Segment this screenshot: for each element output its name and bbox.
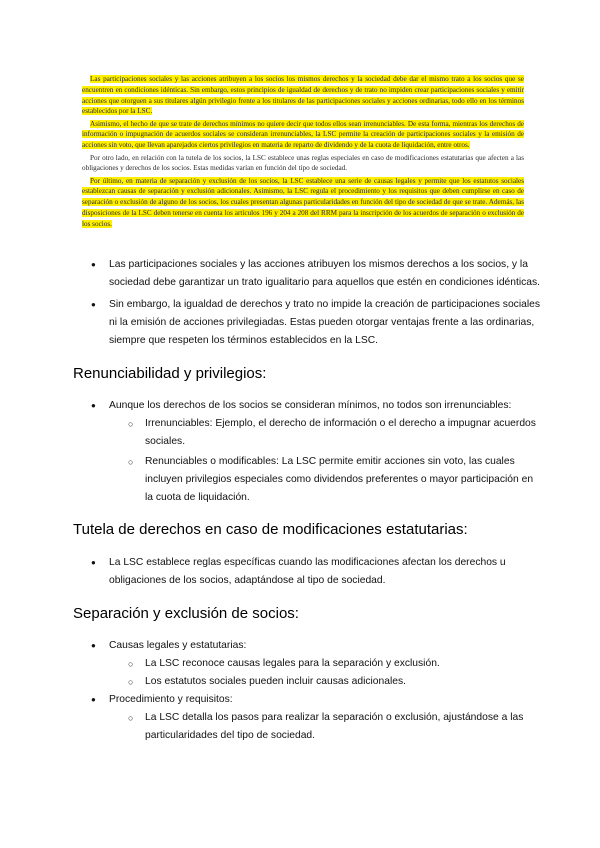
list-item [73, 637, 543, 655]
scan-paragraph [82, 74, 524, 117]
sub-bullet-icon: ○ [128, 419, 134, 429]
scan-paragraph [82, 153, 524, 175]
section2-list [73, 554, 543, 590]
sub-list-item [73, 673, 543, 691]
sub-list-item [73, 709, 543, 745]
notes-content [73, 256, 543, 745]
bullet-icon: ● [91, 641, 96, 650]
highlighted-text: Por último, en materia de separación y exclusión de los socios, la LSC establece una serie de causas legales y permite que los estatutos sociales establezcan causas de separación y exclusión adicionales. Asimismo, la LSC regula el procedimiento y los requisitos que deben cumplirse en caso de separación o exclusión de alguno de los socios, los cuales presentan algunas particularidades en función del tipo de sociedad de que se trate. Además, las disposiciones de la LSC deben tenerse en cuenta los artículos 196 y 204 a 208 del RRM para la inscripción de los acuerdos de separación o exclusión de los socios. [82, 176, 524, 228]
list-item-text: Las participaciones sociales y las acciones atribuyen los mismos derechos a los socios, y la sociedad debe garantizar un trato igualitario para aquellos que estén en condiciones idénticas. [109, 259, 541, 288]
sub-list-item [73, 415, 543, 451]
list-item-text: Procedimiento y requisitos: [109, 694, 233, 705]
bullet-icon: ● [91, 695, 96, 704]
list-item [73, 397, 543, 415]
sub-bullet-icon: ○ [128, 659, 134, 669]
list-item [73, 296, 543, 350]
list-item [73, 256, 543, 292]
bullet-icon: ● [91, 558, 96, 567]
list-item-text: Los estatutos sociales pueden incluir causas adicionales. [145, 676, 407, 687]
section-heading: Renunciabilidad y privilegios: [73, 365, 267, 382]
highlighted-text: Asimismo, el hecho de que se trate de derechos mínimos no quiere decir que todos ellos sean irrenunciables. De esta forma, mientras los derechos de información o impugnación de acuerdos sociales se consideran irrenunciables, la LSC permite la creación de participaciones sociales y la emisión de acciones sin voto, que llevan aparejados ciertos privilegios en materia de reparto de dividendo y de la cuota de liquidación, entre otros. [82, 119, 524, 150]
list-item [73, 554, 543, 590]
scan-paragraph [82, 119, 524, 151]
list-item-text: Causas legales y estatutarias: [109, 640, 247, 651]
bullet-icon: ● [91, 300, 96, 309]
section3-list [73, 637, 543, 745]
plain-text: Por otro lado, en relación con la tutela de los socios, la LSC establece unas reglas especiales en caso de modificaciones estatutarias que afecten a las obligaciones y derechos de los socios. Estas medidas varían en función del tipo de sociedad. [82, 153, 524, 173]
section1-list [73, 397, 543, 507]
intro-list [73, 256, 543, 350]
sub-bullet-icon: ○ [128, 713, 134, 723]
section-heading: Separación y exclusión de socios: [73, 605, 299, 622]
sub-bullet-icon: ○ [128, 677, 134, 687]
bullet-icon: ● [91, 401, 96, 410]
list-item-text: La LSC establece reglas específicas cuando las modificaciones afectan los derechos u obligaciones de los socios, adaptándose al tipo de sociedad. [109, 557, 506, 586]
sub-list-item [73, 655, 543, 673]
bullet-icon: ● [91, 260, 96, 269]
list-item-text: Irrenunciables: Ejemplo, el derecho de información o el derecho a impugnar acuerdos sociales. [145, 418, 536, 447]
scan-paragraph [82, 176, 524, 230]
list-item-text: Renunciables o modificables: La LSC permite emitir acciones sin voto, las cuales incluyen privilegios especiales como dividendos preferentes o mayor participación en la cuota de liquidación. [145, 456, 534, 503]
list-item-text: Aunque los derechos de los socios se consideran mínimos, no todos son irrenunciables: [109, 400, 512, 411]
list-item [73, 691, 543, 709]
highlighted-text: Las participaciones sociales y las acciones atribuyen a los socios los mismos derechos y la sociedad debe dar el mismo trato a los socios que se encuentren en condiciones idénticas. Sin embargo, estos principios de igualdad de derechos y de trato no impiden crear participaciones sociales y emitir acciones que otorguen a sus titulares algún privilegio frente a los titulares de las participaciones sociales y acciones ordinarias, todo ello en los términos establecidos por la LSC. [82, 75, 524, 116]
scanned-excerpt [82, 74, 524, 231]
sub-list-item [73, 453, 543, 507]
sub-bullet-icon: ○ [128, 457, 134, 467]
list-item-text: Sin embargo, la igualdad de derechos y trato no impide la creación de participaciones sociales ni la emisión de acciones privilegiadas. Estas pueden otorgar ventajas frente a las ordinarias, siempre que respeten los términos establecidos en la LSC. [109, 299, 541, 346]
section-heading: Tutela de derechos en caso de modificaciones estatutarias: [73, 521, 468, 538]
list-item-text: La LSC reconoce causas legales para la separación y exclusión. [145, 658, 440, 669]
list-item-text: La LSC detalla los pasos para realizar la separación o exclusión, ajustándose a las particularidades del tipo de sociedad. [145, 712, 524, 741]
